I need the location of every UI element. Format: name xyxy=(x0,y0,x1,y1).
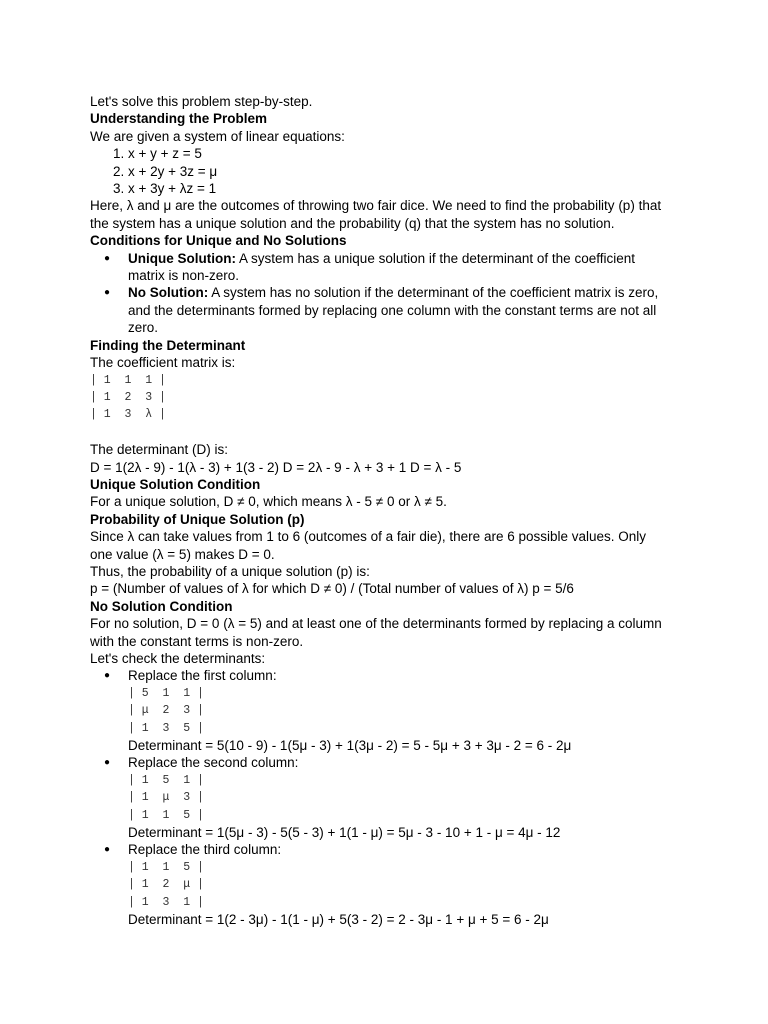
replacement-list xyxy=(90,667,690,928)
determinant-intro: The determinant (D) is: xyxy=(90,442,229,458)
matrix-row: | μ 2 3 | xyxy=(128,704,204,718)
spacer xyxy=(90,424,690,441)
replacement-item xyxy=(90,667,690,754)
condition-none-label: No Solution: xyxy=(128,285,209,301)
no-solution-text-line-1: For no solution, D = 0 (λ = 5) and at least one of the determinants formed by replacing a column xyxy=(90,616,662,632)
replacement-determinant: Determinant = 5(10 - 9) - 1(5μ - 3) + 1(3μ - 2) = 5 - 5μ + 3 + 3μ - 2 = 6 - 2μ xyxy=(128,738,572,754)
matrix-row: | 1 1 1 | xyxy=(90,373,166,387)
heading-understanding: Understanding the Problem xyxy=(90,111,268,127)
no-solution-text-line-2: with the constant terms is non-zero. xyxy=(90,633,304,649)
heading-conditions: Conditions for Unique and No Solutions xyxy=(90,233,347,249)
heading-unique-condition: Unique Solution Condition xyxy=(90,476,261,492)
given-text: We are given a system of linear equations: xyxy=(90,128,345,144)
coefficient-matrix xyxy=(90,372,690,424)
replacement-label: ● Replace the third column: xyxy=(128,842,282,858)
since-text-line-1: Since λ can take values from 1 to 6 (outcomes of a fair die), there are 6 possible values. Only xyxy=(90,529,647,545)
coefficient-intro: The coefficient matrix is: xyxy=(90,355,236,371)
conditions-list xyxy=(90,250,690,337)
document-body xyxy=(90,93,690,928)
matrix-row: | 1 2 μ | xyxy=(128,878,204,892)
matrix-row: | 1 5 1 | xyxy=(128,773,204,787)
replacement-item xyxy=(90,841,690,928)
equation-item: 3. x + 3y + λz = 1 xyxy=(128,180,690,197)
matrix-row: | 5 1 1 | xyxy=(128,686,204,700)
condition-none-text-3: zero. xyxy=(128,320,159,336)
condition-unique-text: A system has a unique solution if the determinant of the coefficient xyxy=(235,250,635,266)
here-text-line-2: the system has a unique solution and the probability (q) that the system has no solution. xyxy=(90,215,615,231)
condition-none-text: A system has no solution if the determinant of the coefficient matrix is zero, xyxy=(208,285,659,301)
here-text-line-1: Here, λ and μ are the outcomes of throwing two fair dice. We need to find the probability (p) that xyxy=(90,198,662,214)
heading-no-solution: No Solution Condition xyxy=(90,598,233,614)
matrix-row: | 1 3 1 | xyxy=(128,895,204,909)
determinant-expression: D = 1(2λ - 9) - 1(λ - 3) + 1(3 - 2) D = 2λ - 9 - λ + 3 + 1 D = λ - 5 xyxy=(90,459,462,475)
thus-text: Thus, the probability of a unique solution (p) is: xyxy=(90,563,370,579)
equation-item: 1. x + y + z = 5 xyxy=(128,145,690,162)
matrix-row: | 1 1 5 | xyxy=(128,860,204,874)
condition-unique-text-2: matrix is non-zero. xyxy=(128,268,240,284)
unique-condition-text: For a unique solution, D ≠ 0, which means λ - 5 ≠ 0 or λ ≠ 5. xyxy=(90,494,447,510)
replacement-determinant: Determinant = 1(2 - 3μ) - 1(1 - μ) + 5(3 - 2) = 2 - 3μ - 1 + μ + 5 = 6 - 2μ xyxy=(128,912,549,928)
equation-list xyxy=(90,145,690,197)
matrix-row: | 1 1 5 | xyxy=(128,808,204,822)
replacement-determinant: Determinant = 1(5μ - 3) - 5(5 - 3) + 1(1 - μ) = 5μ - 3 - 10 + 1 - μ = 4μ - 12 xyxy=(128,825,561,841)
check-text: Let's check the determinants: xyxy=(90,650,266,666)
heading-finding-determinant: Finding the Determinant xyxy=(90,337,246,353)
heading-probability-unique: Probability of Unique Solution (p) xyxy=(90,511,305,527)
condition-unique xyxy=(90,250,690,285)
probability-formula: p = (Number of values of λ for which D ≠ 0) / (Total number of values of λ) p = 5/6 xyxy=(90,581,574,597)
replacement-label: ● Replace the first column: xyxy=(128,668,277,684)
matrix-row: | 1 2 3 | xyxy=(90,390,166,404)
condition-none-text-2: and the determinants formed by replacing one column with the constant terms are not all xyxy=(128,302,657,318)
matrix-row: | 1 3 λ | xyxy=(90,408,166,422)
replacement-label: ● Replace the second column: xyxy=(128,755,299,771)
replacement-item xyxy=(90,754,690,841)
equation-item: 2. x + 2y + 3z = μ xyxy=(128,163,690,180)
condition-none xyxy=(90,284,690,336)
condition-unique-label: Unique Solution: xyxy=(128,250,236,266)
since-text-line-2: one value (λ = 5) makes D = 0. xyxy=(90,546,275,562)
matrix-row: | 1 3 5 | xyxy=(128,721,204,735)
matrix-row: | 1 μ 3 | xyxy=(128,791,204,805)
intro-text: Let's solve this problem step-by-step. xyxy=(90,94,313,109)
